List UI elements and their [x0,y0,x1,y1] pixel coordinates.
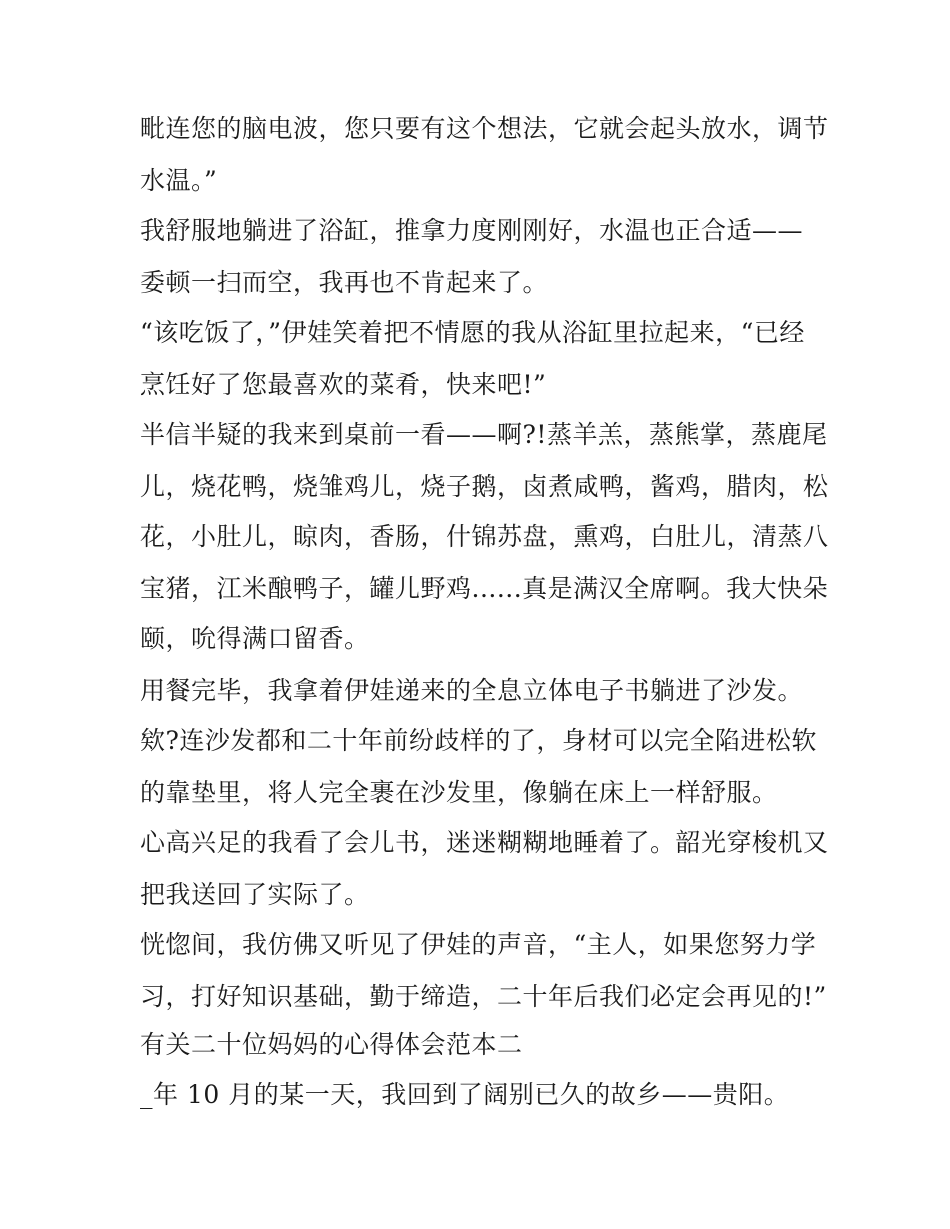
text-line: 水温。” [140,166,218,195]
section-heading: 有关二十位妈妈的心得体会范本二 [140,1030,523,1059]
text-line: 欸?连沙发都和二十年前纷歧样的了，身材可以完全陷进松软 [140,726,817,755]
text-line: 颐，吮得满口留香。 [140,624,370,653]
text-line: 我舒服地躺进了浴缸，推拿力度刚刚好，水温也正合适—— [140,216,804,245]
text-line: 半信半疑的我来到桌前一看——啊?!蒸羊羔，蒸熊掌，蒸鹿尾 [140,420,828,449]
text-line: 宝猪，江米酿鸭子，罐儿野鸡......真是满汉全席啊。我大快朵 [140,574,829,603]
text-line: “该吃饭了，”伊娃笑着把不情愿的我从浴缸里拉起来，“已经 [140,318,805,347]
text-line: 委顿一扫而空，我再也不肯起来了。 [140,268,549,297]
text-line: 恍惚间，我仿佛又听见了伊娃的声音，“主人，如果您努力学 [140,930,817,959]
text-line: 烹饪好了您最喜欢的菜肴，快来吧!” [140,370,547,399]
text-line: 心高兴足的我看了会儿书，迷迷糊糊地睡着了。韶光穿梭机又 [140,828,829,857]
text-line: 儿，烧花鸭，烧雏鸡儿，烧子鹅，卤煮咸鸭，酱鸡，腊肉，松 [140,472,829,501]
text-line: 习，打好知识基础，勤于缔造，二十年后我们必定会再见的!” [140,982,827,1011]
text-line: 用餐完毕，我拿着伊娃递来的全息立体电子书躺进了沙发。 [140,676,804,705]
text-line: 毗连您的脑电波，您只要有这个想法，它就会起头放水，调节 [140,114,829,143]
text-line: _年 10 月的某一天，我回到了阔别已久的故乡——贵阳。 [140,1080,790,1109]
text-line: 把我送回了实际了。 [140,880,370,909]
text-line: 花，小肚儿，晾肉，香肠，什锦苏盘，熏鸡，白肚儿，清蒸八 [140,522,829,551]
text-line: 的靠垫里，将人完全裹在沙发里，像躺在床上一样舒服。 [140,778,778,807]
